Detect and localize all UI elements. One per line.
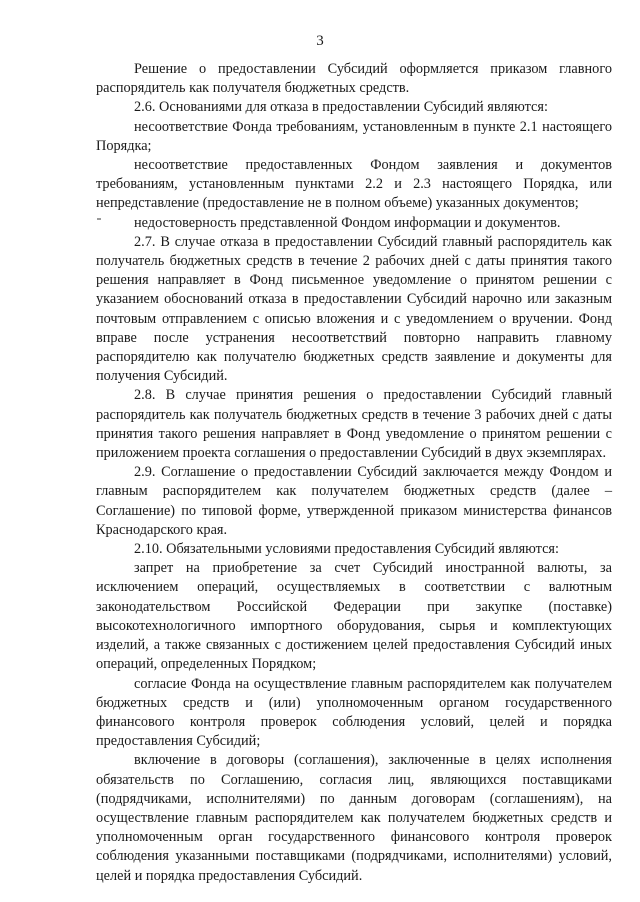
page-number: 3 bbox=[316, 33, 324, 49]
document-body bbox=[96, 60, 612, 886]
paragraph-decision: Решение о предоставлении Субсидий оформляется приказом главного распорядитель как получателя бюджетных средств. bbox=[96, 61, 612, 97]
paragraph-2-6-item-1: несоответствие Фонда требованиям, установленным в пункте 2.1 настоящего Порядка; bbox=[96, 118, 612, 154]
paragraph-2-10: 2.10. Обязательными условиями предоставления Субсидий являются: bbox=[134, 541, 559, 558]
paragraph-2-9: 2.9. Соглашение о предоставлении Субсидий заключается между Фондом и главным распорядителем как получателем бюджетных средств (далее – Соглашение) по типовой форме, утвержденной приказом министерства финансов Краснодарского края. bbox=[96, 464, 612, 538]
paragraph-2-6-item-2: несоответствие предоставленных Фондом заявления и документов требованиям, установленным пунктами 2.2 и 2.3 настоящего Порядка, или непредставление (предоставление не в полном объеме) указанных документов; bbox=[96, 157, 612, 212]
paragraph-2-10-item-3: включение в договоры (соглашения), заключенные в целях исполнения обязательств по Соглашению, согласия лиц, являющихся поставщиками (подрядчиками, исполнителями) по данным договорам (соглашениям), на осуществление главным распорядителем как получателем бюджетных средств и уполномоченным орган государственного финансового контроля проверок соблюдения указанными поставщиками (подрядчиками, исполнителями) условий, целей и порядка предоставления Субсидий. bbox=[96, 752, 612, 884]
paragraph-2-8: 2.8. В случае принятия решения о предоставлении Субсидий главный распорядитель как получатель бюджетных средств в течение 3 рабочих дней с даты принятия такого решения направляет в Фонд уведомление о принятом решении с приложением проекта соглашения о предоставлении Субсидий в двух экземплярах. bbox=[96, 387, 612, 462]
paragraph-2-6-item-3: недостоверность представленной Фондом информации и документов. bbox=[134, 214, 561, 231]
paragraph-2-6: 2.6. Основаниями для отказа в предоставлении Субсидий являются: bbox=[134, 99, 548, 116]
paragraph-2-10-item-2: согласие Фонда на осуществление главным распорядителем как получателем бюджетных средств и (или) уполномоченным органом государственного финансового контроля проверок соблюдения условий, целей и порядка предоставления Субсидий; bbox=[96, 675, 612, 750]
paragraph-2-7: 2.7. В случае отказа в предоставлении Субсидий главный распорядитель как получатель бюджетных средств в течение 2 рабочих дней с даты принятия такого решения направляет в Фонд письменное уведомление о принятом решении с указанием обоснований отказа в предоставлении Субсидий нарочно или заказным почтовым отправлением с описью вложения и с уведомлением о вручении. Фонд вправе после устранения несоответствий повторно направить главному распорядителю как получателю бюджетных средств заявление и документы для получения Субсидий. bbox=[96, 233, 612, 385]
paragraph-2-10-item-1: запрет на приобретение за счет Субсидий иностранной валюты, за исключением операций, осуществляемых в соответствии с валютным законодательством Российской Федерации при закупке (поставке) высокотехнологичного импортного оборудования, сырья и комплектующих изделий, а также связанных с достижением целей предоставления Субсидий иных операций, определенных Порядком; bbox=[96, 560, 612, 673]
